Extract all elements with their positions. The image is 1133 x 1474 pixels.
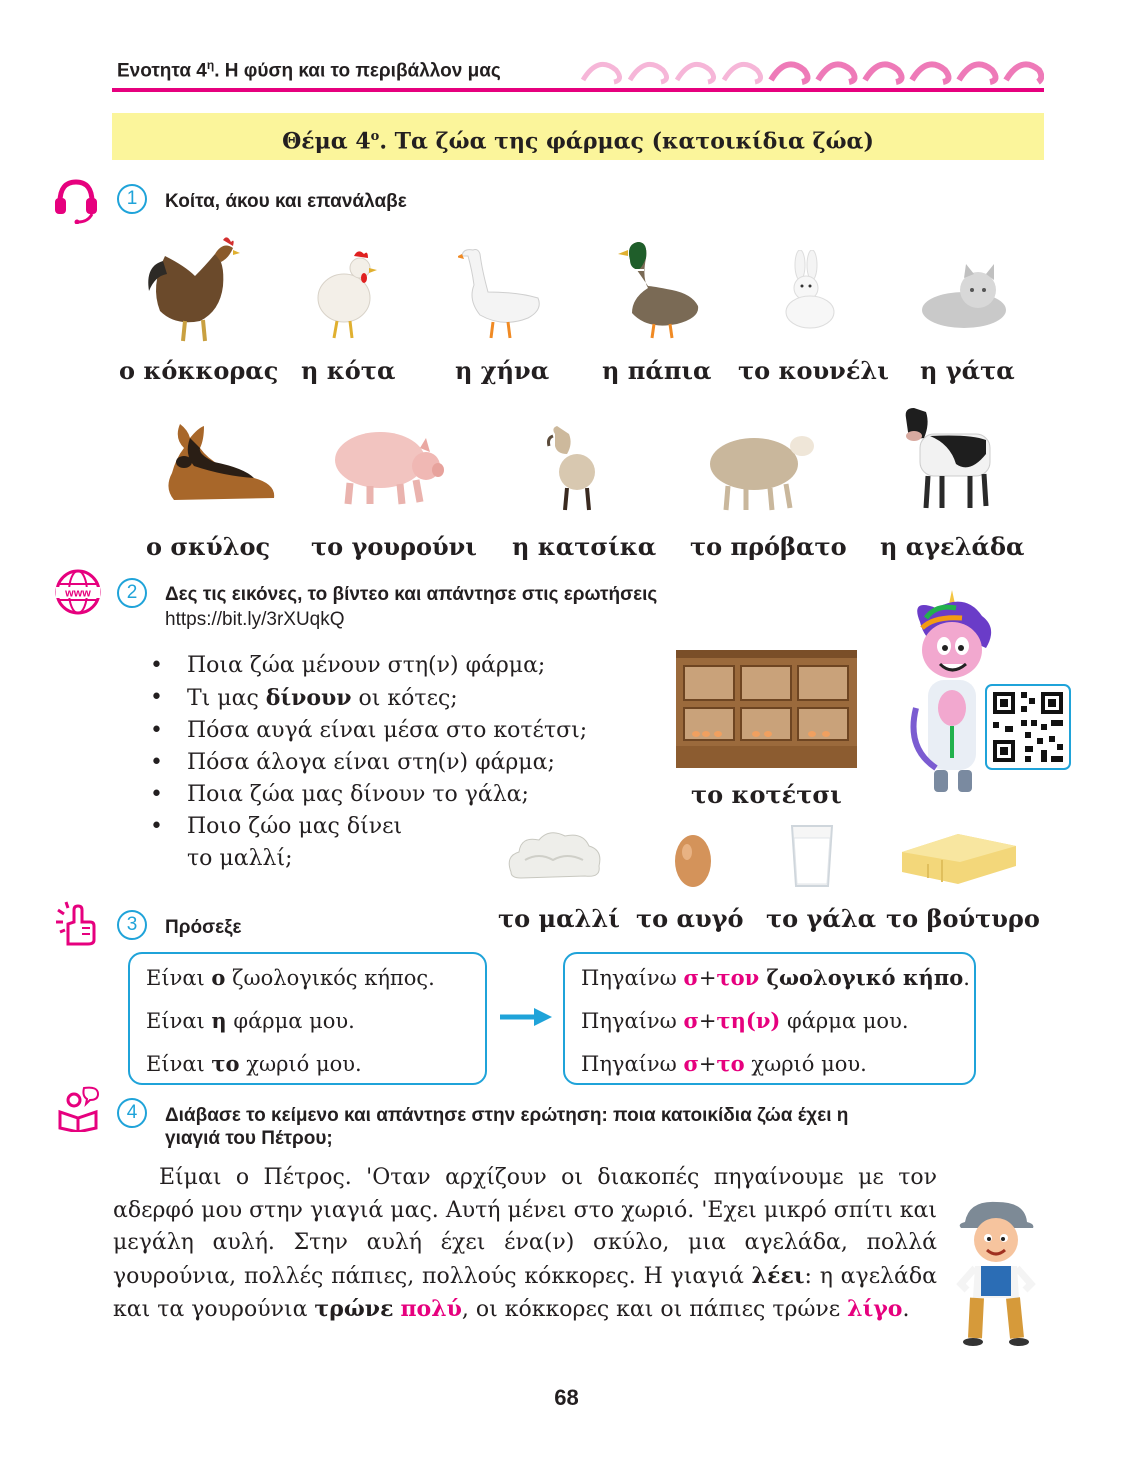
hen-image — [312, 246, 382, 341]
question-item: • Τι μας δίνουν οι κότες; — [150, 682, 587, 715]
svg-text:www: www — [65, 587, 91, 600]
label-butter: το βούτυρο — [886, 904, 1040, 933]
label-hen: η κότα — [301, 356, 396, 385]
question-item: • Ποια ζώα μας δίνουν το γάλα; — [150, 779, 587, 811]
header-rule — [112, 88, 1044, 92]
section-number-4: 4 — [117, 1098, 147, 1128]
headphones-icon — [52, 176, 100, 224]
article-example: Είναι ο ζωολογικός κήπος. — [146, 965, 435, 990]
chicken-coop-image — [676, 650, 857, 768]
section-1-title: Κοίτα, άκου και επανάλαβε — [165, 191, 407, 212]
label-coop: το κοτέτσι — [691, 780, 842, 809]
label-duck: η πάπια — [602, 356, 712, 385]
section-3-title: Πρόσεξε — [165, 917, 242, 938]
www-globe-icon — [54, 568, 102, 616]
page-number: 68 — [554, 1385, 579, 1410]
label-dog: ο σκύλος — [146, 532, 271, 561]
section-number-2: 2 — [117, 578, 147, 608]
arrow-right-icon — [500, 1006, 552, 1028]
cow-image — [900, 404, 995, 512]
article-example: Είναι το χωριό μου. — [146, 1051, 362, 1076]
label-egg: το αυγό — [636, 904, 744, 933]
egg-image — [672, 830, 714, 890]
label-rooster: ο κόκκορας — [119, 356, 279, 385]
wool-image — [505, 826, 605, 882]
section-number-1: 1 — [117, 184, 147, 214]
question-item: • Πόσα άλογα είναι στη(ν) φάρμα; — [150, 747, 587, 779]
preposition-example: Πηγαίνω σ+το χωριό μου. — [581, 1051, 867, 1076]
article-example: Είναι η φάρμα μου. — [146, 1008, 355, 1033]
label-cat: η γάτα — [920, 356, 1015, 385]
dog-image — [154, 418, 279, 508]
preposition-example: Πηγαίνω σ+τη(ν) φάρμα μου. — [581, 1008, 909, 1033]
label-wool: το μαλλί — [498, 904, 620, 933]
duck-image — [612, 238, 702, 340]
articles-box-right — [563, 952, 976, 1085]
goose-image — [458, 240, 543, 340]
section-2-title: Δες τις εικόνες, το βίντεο και απάντησε στις ερωτήσεις — [165, 584, 658, 605]
question-item: • Ποια ζώα μένουν στη(ν) φάρμα; — [150, 650, 587, 682]
preposition-example: Πηγαίνω σ+τον ζωολογικό κήπο. — [581, 965, 970, 990]
question-item: • Πόσα αυγά είναι μέσα στο κοτέτσι; — [150, 715, 587, 747]
goat-image — [545, 424, 605, 512]
milk-glass-image — [788, 822, 836, 890]
pointing-hand-icon — [54, 900, 102, 948]
butter-image — [898, 826, 1020, 888]
topic-banner: Θέμα $4^o$. Τα ζώα της φάρμας (κατοικίδια ζώα) — [112, 113, 1044, 160]
cat-image — [916, 262, 1011, 332]
section-4-title: Διάβασε το κείμενο και απάντησε στην ερώτηση: ποια κατοικίδια ζώα έχει η γιαγιά του Πέτρου; — [165, 1105, 849, 1149]
qr-code-icon[interactable] — [985, 684, 1071, 770]
label-cow: η αγελάδα — [880, 532, 1025, 561]
decorative-wave-border — [578, 50, 1044, 90]
label-goose: η χήνα — [455, 356, 550, 385]
label-milk: το γάλα — [766, 904, 877, 933]
rooster-image — [145, 236, 240, 346]
label-pig: το γουρούνι — [311, 532, 477, 561]
label-rabbit: το κουνέλι — [738, 356, 889, 385]
label-goat: η κατσίκα — [512, 532, 657, 561]
section-number-3: 3 — [117, 910, 147, 940]
label-sheep: το πρόβατο — [690, 532, 847, 561]
unit-title: Ενοτητα $4^\eta$. Η φύση και το περιβάλλον μας — [117, 58, 501, 82]
articles-box-left — [128, 952, 487, 1085]
story-paragraph: Είμαι ο Πέτρος. 'Οταν αρχίζουν οι διακοπές πηγαίνουμε με τον αδερφό μου στην γιαγιά μας. Αυτή μένει στο χωριό. 'Εχει μικρό σπίτι και μεγάλη αυλή. Στην αυλή έχει ένα(ν) σκύλο, μια αγελάδα, πολλά γουρούνια, πολλές πάπιες, πολλούς κόκκορες. Η γιαγιά λέει: η αγελάδα και τα γουρούνια τρώνε πολύ, οι κόκκορες και οι πάπιες τρώνε λίγο. — [113, 1165, 937, 1322]
reading-book-icon — [54, 1084, 102, 1132]
video-link[interactable]: https://bit.ly/3rXUqkQ — [165, 609, 345, 630]
pig-image — [330, 418, 445, 508]
rabbit-image — [776, 250, 841, 330]
sheep-image — [706, 420, 818, 512]
question-item: • Ποιο ζώο μας δίνει το μαλλί; — [150, 811, 587, 875]
